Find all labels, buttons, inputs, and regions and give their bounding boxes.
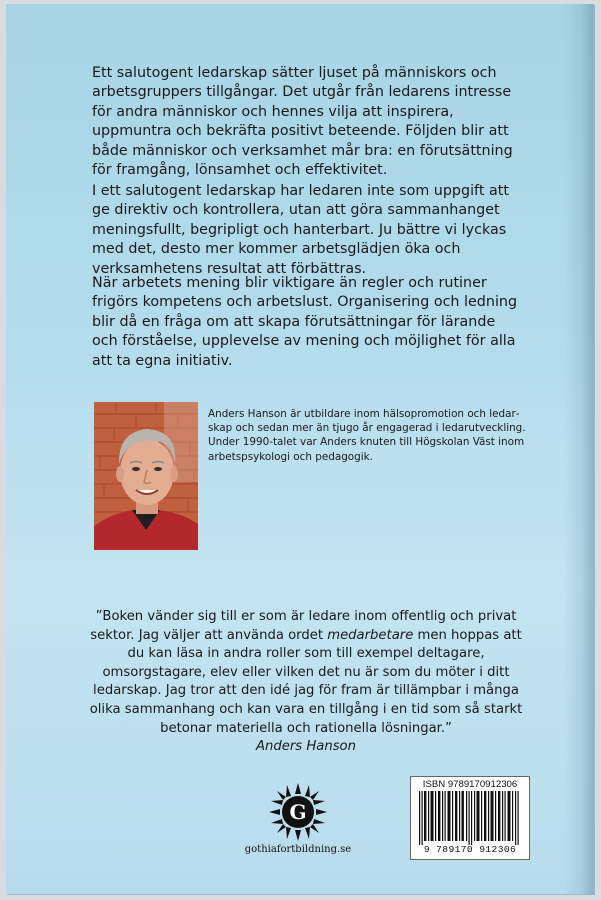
body-paragraph-1 [92,64,522,180]
publisher-logo-letter: G [289,800,307,824]
publisher-website: gothiafortbildning.se [244,844,352,855]
body-paragraph-2-text: I ett salutogent ledarskap har ledaren inte som uppgift att ge direktiv och kontrollera, utan att göra sammanhanget meningsfullt, begripligt och hanterbart. Ju bättre vi lyckas med det, desto mer kommer arbetsglädjen öka och verksamhetens resultat att förbättras. [92,183,509,277]
body-paragraph-2 [92,182,522,279]
author-quote [86,608,526,757]
quote-emphasis: medarbetare [327,627,414,643]
author-portrait [94,402,198,550]
author-bio-text: Anders Hanson är utbildare inom hälsopromotion och ledarskap och sedan mer än tjugo år engagerad i ledarutveckling. Under 1990-talet var Anders knuten till Högskolan Väst inom arbetspsykologi och pedagogik. [208,408,526,463]
cover-edge-shading [563,4,593,894]
isbn-label: ISBN 9789170912306 [422,779,518,790]
author-bio [208,407,538,464]
isbn-digits: 9 789170 912306 [423,844,517,855]
quote-text-start: ”Boken vänder sig till er som är ledare inom offentlig och privat sektor. Jag väljer att använda ordet [90,609,517,643]
barcode-icon [417,791,523,845]
body-paragraph-3 [92,274,522,371]
quote-author: Anders Hanson [255,739,356,755]
quote-text-end: men hoppas att du kan läsa in andra roller som till exempel deltagare, omsorgstagare, elev eller vilken det nu är som du möter i ditt ledarskap. Jag tror att den idé jag för fram är tillämpbar i många olika sammanhang och kan vara en tillgång i en tid som så starkt betonar materiella och rationella lösningar.” [89,627,523,736]
publisher-sunburst-logo [268,782,328,842]
isbn-barcode-box [410,776,530,860]
book-back-cover [6,4,594,894]
body-paragraph-3-text: När arbetets mening blir viktigare än regler och rutiner frigörs kompetens och arbetslust. Organisering och ledning blir då en fråga om att skapa förutsättningar för lärande och förståelse, upplevelse av mening och möjlighet för alla att ta egna initiativ. [92,275,518,369]
author-portrait-icon [94,402,198,550]
body-paragraph-1-text: Ett salutogent ledarskap sätter ljuset på människors och arbetsgruppers tillgångar. Det utgår från ledarens intresse för andra människor och hennes vilja att inspirera, uppmuntra och bekräfta positivt beteende. Följden blir att både människor och verksamhet mår bra: en förutsättning för framgång, lönsamhet och effektivitet. [92,65,513,179]
publisher-sunburst-icon [268,782,328,842]
quote-text [86,608,526,738]
